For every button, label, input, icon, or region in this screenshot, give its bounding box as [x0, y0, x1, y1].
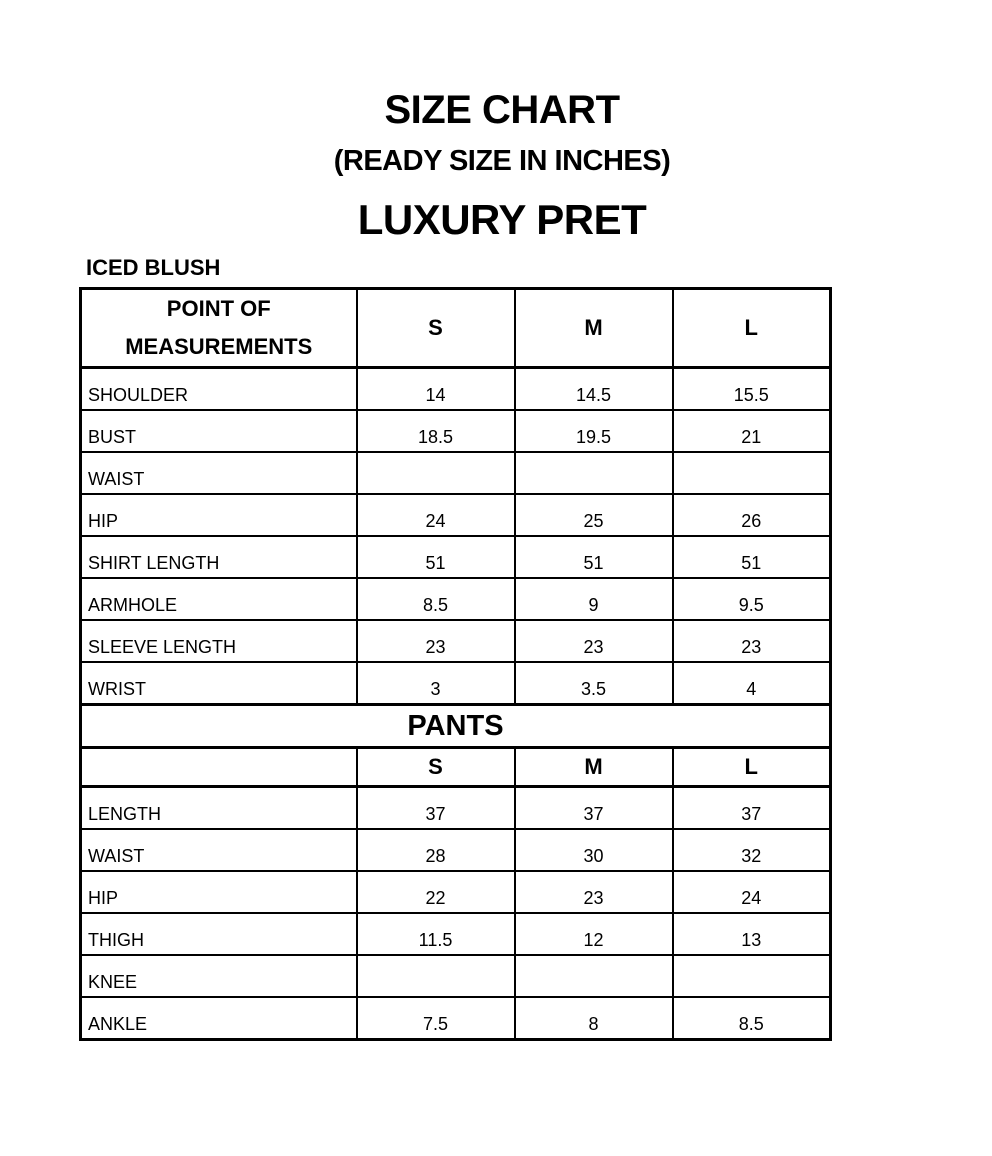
measurement-value: 23 — [357, 620, 515, 662]
measurement-value: 25 — [515, 494, 673, 536]
pants-section-row — [81, 705, 831, 748]
measurement-value: 22 — [357, 871, 515, 913]
collection-name: ICED BLUSH — [86, 255, 221, 280]
table-row — [81, 955, 831, 997]
measurement-header — [81, 748, 357, 787]
size-header: L — [673, 748, 831, 787]
measurement-value: 26 — [673, 494, 831, 536]
measurement-value: 23 — [673, 620, 831, 662]
measurement-value — [515, 955, 673, 997]
measurement-value — [673, 955, 831, 997]
table-row — [81, 871, 831, 913]
measurement-value — [673, 452, 831, 494]
measurement-value: 19.5 — [515, 410, 673, 452]
table-row — [81, 620, 831, 662]
measurement-value: 51 — [515, 536, 673, 578]
measurement-value: 12 — [515, 913, 673, 955]
table-row — [81, 787, 831, 830]
measurement-value: 7.5 — [357, 997, 515, 1040]
measurement-value: 13 — [673, 913, 831, 955]
measurement-value: 28 — [357, 829, 515, 871]
measurement-value: 18.5 — [357, 410, 515, 452]
pants-header-row — [81, 748, 831, 787]
brand-title: LUXURY PRET — [357, 196, 647, 243]
measurement-label: SLEEVE LENGTH — [81, 620, 357, 662]
measurement-value: 11.5 — [357, 913, 515, 955]
size-header: M — [515, 748, 673, 787]
page-subtitle: (READY SIZE IN INCHES) — [333, 145, 671, 177]
measurement-label: ARMHOLE — [81, 578, 357, 620]
measurement-label: WAIST — [81, 452, 357, 494]
measurement-label: SHIRT LENGTH — [81, 536, 357, 578]
measurement-value: 24 — [357, 494, 515, 536]
measurement-value: 24 — [673, 871, 831, 913]
measurement-value: 3.5 — [515, 662, 673, 705]
measurement-value: 9 — [515, 578, 673, 620]
size-header: L — [673, 289, 831, 368]
measurement-value: 51 — [673, 536, 831, 578]
table-row — [81, 997, 831, 1040]
table-row — [81, 410, 831, 452]
measurement-header: POINT OF MEASUREMENTS — [81, 289, 357, 368]
shirt-header-row — [81, 289, 831, 368]
measurement-value: 37 — [357, 787, 515, 830]
measurement-label: SHOULDER — [81, 368, 357, 411]
measurement-value: 23 — [515, 620, 673, 662]
measurement-value — [357, 955, 515, 997]
measurement-value: 14 — [357, 368, 515, 411]
page-title: SIZE CHART — [384, 88, 620, 132]
measurement-value — [357, 452, 515, 494]
measurement-value: 15.5 — [673, 368, 831, 411]
measurement-value: 21 — [673, 410, 831, 452]
size-header: S — [357, 748, 515, 787]
measurement-value: 30 — [515, 829, 673, 871]
table-row — [81, 536, 831, 578]
measurement-label: KNEE — [81, 955, 357, 997]
measurement-value: 51 — [357, 536, 515, 578]
table-row — [81, 829, 831, 871]
table-row — [81, 662, 831, 705]
measurement-value: 14.5 — [515, 368, 673, 411]
table-row — [81, 494, 831, 536]
measurement-value: 32 — [673, 829, 831, 871]
measurement-value: 8.5 — [357, 578, 515, 620]
measurement-label: WRIST — [81, 662, 357, 705]
table-row — [81, 913, 831, 955]
table-row — [81, 452, 831, 494]
measurement-label: THIGH — [81, 913, 357, 955]
section-title: PANTS — [81, 705, 831, 748]
table-row — [81, 368, 831, 411]
measurement-value: 37 — [515, 787, 673, 830]
measurement-value: 9.5 — [673, 578, 831, 620]
measurement-label: HIP — [81, 871, 357, 913]
measurement-value: 23 — [515, 871, 673, 913]
size-header: M — [515, 289, 673, 368]
measurement-value: 3 — [357, 662, 515, 705]
measurement-value: 37 — [673, 787, 831, 830]
measurement-label: ANKLE — [81, 997, 357, 1040]
size-chart-table — [79, 287, 832, 1041]
measurement-label: BUST — [81, 410, 357, 452]
measurement-value: 8 — [515, 997, 673, 1040]
measurement-label: LENGTH — [81, 787, 357, 830]
size-header: S — [357, 289, 515, 368]
measurement-label: HIP — [81, 494, 357, 536]
measurement-value: 4 — [673, 662, 831, 705]
measurement-label: WAIST — [81, 829, 357, 871]
table-row — [81, 578, 831, 620]
measurement-value: 8.5 — [673, 997, 831, 1040]
measurement-value — [515, 452, 673, 494]
